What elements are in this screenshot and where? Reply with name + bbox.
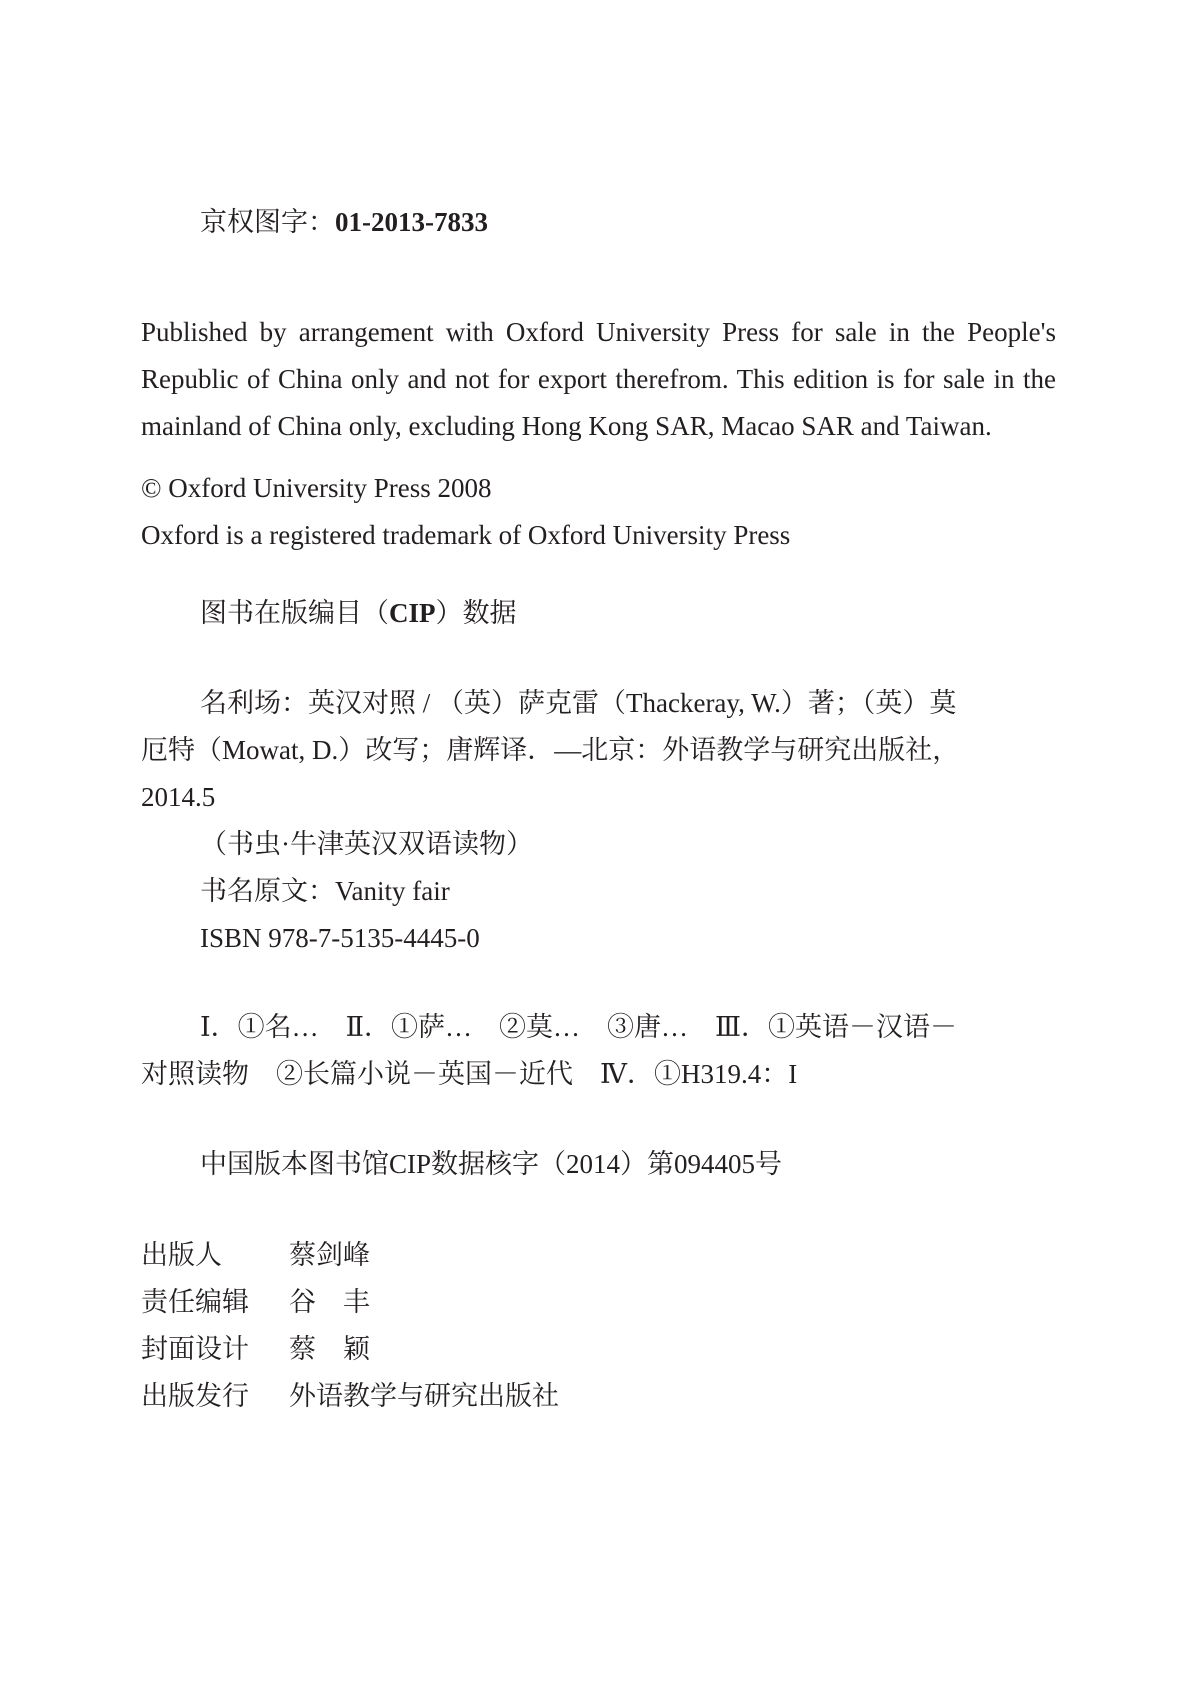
credit-row-publisher [141, 1232, 1056, 1279]
license-paragraph: Published by arrangement with Oxford University Press for sale in the People's Republic of China only and not for export therefrom. This edition is for sale in the mainland of China only, excluding Hong Kong SAR, Macao SAR and Taiwan. [141, 317, 1056, 441]
credit-name: 蔡剑峰 [289, 1240, 370, 1270]
credit-role: 封面设计 [141, 1334, 249, 1364]
credit-row-cover-design [141, 1326, 1056, 1373]
copyright-registration [141, 199, 1115, 246]
cip-entry-line-3: 2014.5 [141, 782, 216, 812]
copyright-notice: © Oxford University Press 2008 [141, 473, 492, 503]
credit-role: 出版发行 [141, 1381, 249, 1411]
trademark-notice: Oxford is a registered trademark of Oxford University Press [141, 520, 791, 550]
credit-name: 谷 丰 [289, 1287, 370, 1317]
cip-classification-line-2: 对照读物 ②长篇小说－英国－近代 Ⅳ．①H319.4：I [141, 1059, 798, 1089]
credit-role: 责任编辑 [141, 1287, 249, 1317]
credits-list [141, 1232, 1056, 1420]
cip-classification-line-1: Ⅰ．①名… Ⅱ．①萨… ②莫… ③唐… Ⅲ．①英语－汉语－ [200, 1012, 958, 1042]
credit-row-editor [141, 1279, 1056, 1326]
cip-heading-bold: CIP [389, 598, 436, 628]
credit-role: 出版人 [141, 1240, 222, 1270]
copyright-registration-label: 京权图字： [200, 207, 335, 237]
cip-heading-post: ）数据 [435, 598, 517, 628]
cip-verification: 中国版本图书馆CIP数据核字（2014）第094405号 [200, 1149, 783, 1179]
credit-name: 蔡 颖 [289, 1334, 370, 1364]
cip-entry-line-2: 厄特（Mowat, D.）改写；唐辉译．—北京：外语教学与研究出版社， [141, 735, 960, 765]
cip-heading [141, 590, 1115, 637]
credit-row-distributor [141, 1373, 1056, 1420]
cip-heading-pre: 图书在版编目（ [200, 598, 389, 628]
copyright-registration-number: 01-2013-7833 [335, 207, 488, 237]
cip-series: （书虫·牛津英汉双语读物） [200, 829, 533, 859]
cip-entry-line-1: 名利场：英汉对照 / （英）萨克雷（Thackeray, W.）著；（英）莫 [200, 688, 957, 718]
credit-name: 外语教学与研究出版社 [289, 1381, 559, 1411]
cip-isbn: ISBN 978-7-5135-4445-0 [200, 923, 480, 953]
cip-original-title: 书名原文：Vanity fair [200, 876, 450, 906]
